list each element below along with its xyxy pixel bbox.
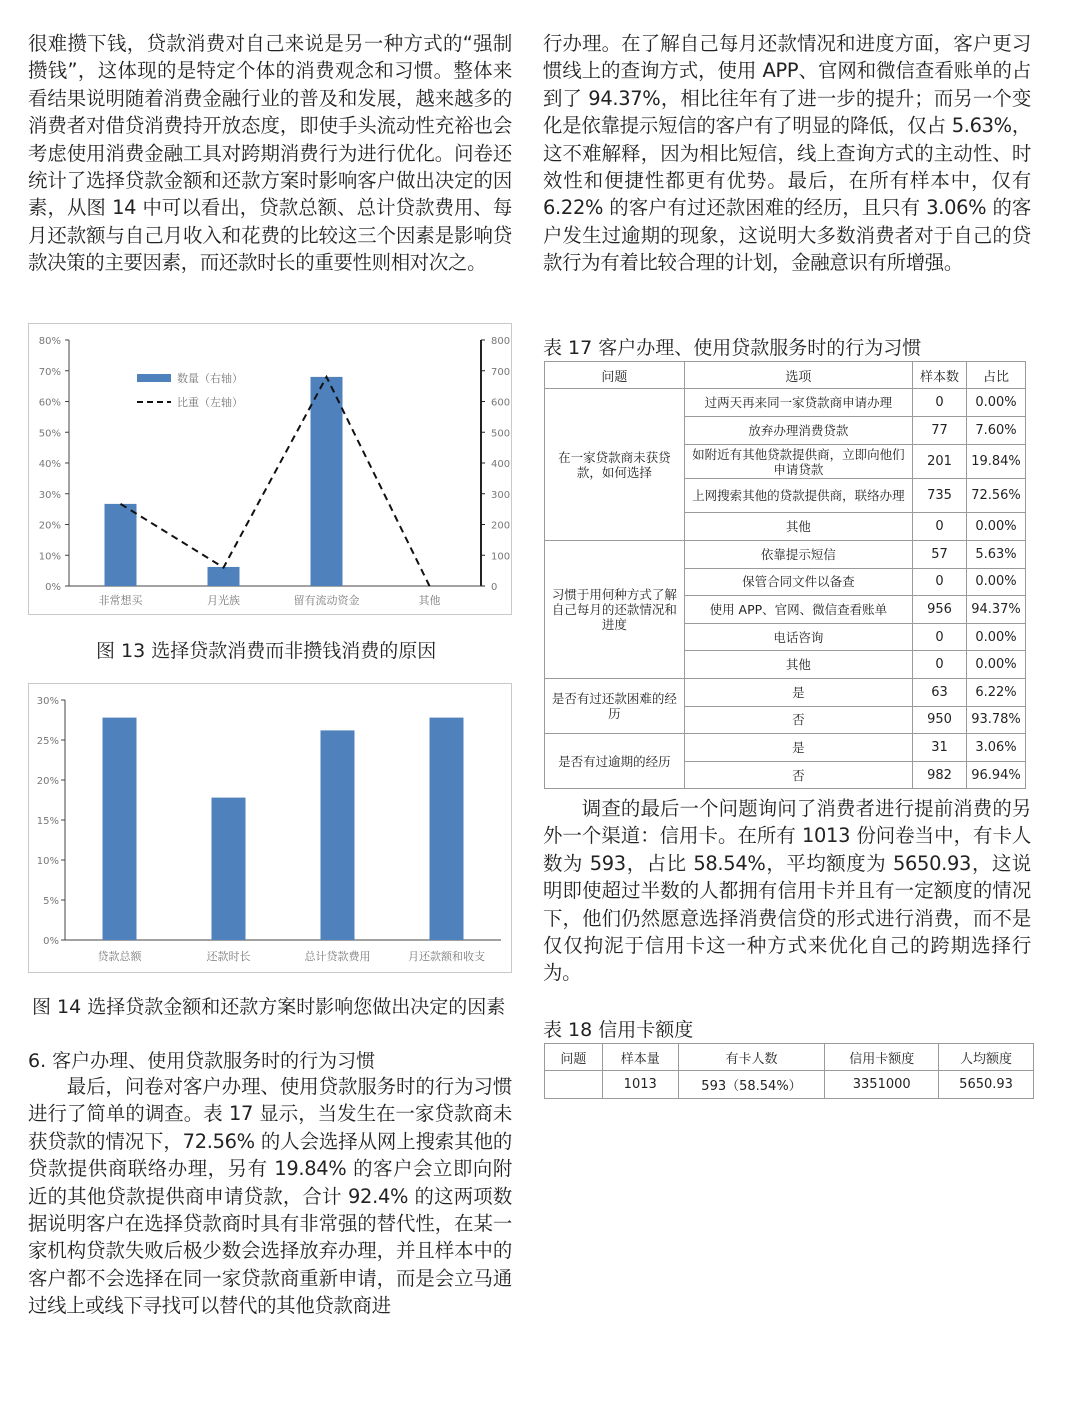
right-tick-label: 100 [491,551,511,563]
option-cell: 否 [684,761,912,789]
figure14-caption: 图 14 选择贷款金额和还款方案时影响您做出决定的因素 [32,996,506,1018]
figure13-caption: 图 13 选择贷款消费而非攒钱消费的原因 [96,640,437,662]
question-cell: 是否有过逾期的经历 [545,734,685,789]
category-label: 还款时长 [206,950,251,963]
option-cell: 如附近有其他贷款提供商，立即向他们申请贷款 [684,445,912,479]
count-cell: 31 [913,734,967,762]
y-tick-label: 5% [43,896,59,907]
pct-cell: 7.60% [967,417,1026,445]
category-label: 月还款额和收支 [408,950,485,963]
category-label: 留有流动资金 [293,594,360,607]
y-tick-label: 0% [43,936,59,947]
table-cell: 1013 [602,1071,678,1099]
count-cell: 77 [913,417,967,445]
option-cell: 是 [684,678,912,706]
y-tick-label: 20% [36,776,59,787]
right-tick-label: 500 [491,428,511,440]
option-cell: 依靠提示短信 [684,541,912,569]
right-tick-label: 700 [491,366,511,378]
table17-caption: 表 17 客户办理、使用贷款服务时的行为习惯 [543,337,922,359]
left-tick-label: 30% [38,489,61,501]
option-cell: 使用 APP、官网、微信查看账单 [684,596,912,624]
table-header-cell: 信用卡额度 [825,1044,939,1071]
table-header-cell: 问题 [545,362,685,389]
pct-cell: 72.56% [967,479,1026,513]
right-tick-label: 200 [491,520,511,532]
count-cell: 0 [913,389,967,417]
category-label: 总计贷款费用 [304,950,371,963]
option-cell: 其他 [684,513,912,541]
left-tick-label: 70% [38,366,61,378]
right-tick-label: 400 [491,459,511,470]
count-cell: 201 [913,445,967,479]
left-tick-label: 60% [38,397,61,409]
table18-caption: 表 18 信用卡额度 [543,1019,694,1041]
pct-cell: 3.06% [967,734,1026,762]
bar [321,730,355,940]
pct-cell: 0.00% [967,389,1026,417]
left-tick-label: 50% [38,428,61,440]
table-header-cell: 人均额度 [939,1044,1034,1071]
bar [212,798,246,940]
ratio-line-series [121,377,430,586]
table-header-cell: 占比 [967,362,1026,389]
count-cell: 956 [913,596,967,624]
option-cell: 放弃办理消费贷款 [684,417,912,445]
right-tick-label: 300 [491,489,511,501]
right-tick-label: 600 [491,397,511,409]
bar [208,567,240,586]
table-cell: 5650.93 [939,1071,1034,1099]
section6-paragraph: 最后，问卷对客户办理、使用贷款服务时的行为习惯进行了简单的调查。表 17 显示，当发生在一家贷款商未获贷款的情况下，72.56% 的人会选择从网上搜索其他的贷款提供商联络办理，另有 19.84% 的客户会立即向附近的其他贷款提供商申请贷款，合计 92.4% 的这两项数据说明客户在选择贷款商时具有非常强的替代性，在某一家机构贷款失败后极少数会选择放弃办理，并且样本中的客户都不会选择在同一家贷款商重新申请，而是会立马通过线上或线下寻找可以替代的其他贷款商进 [28,1075,512,1318]
option-cell: 是 [684,734,912,762]
legend-label: 数量（右轴） [177,372,243,385]
bar [105,504,137,586]
right-tick-label: 800 [491,336,511,347]
pct-cell: 19.84% [967,445,1026,479]
option-cell: 否 [684,706,912,734]
figure13-chart [28,323,512,615]
table-cell: 3351000 [825,1071,939,1099]
bar [430,718,464,940]
category-label: 其他 [418,594,441,607]
right-paragraph-1: 行办理。在了解自己每月还款情况和进度方面，客户更习惯线上的查询方式，使用 APP、官网和微信查看账单的占到了 94.37%，相比往年有了进一步的提升；而另一个变化是依靠提示短信的客户有了明显的降低，仅占 5.63%，这不难解释，因为相比短信，线上查询方式的主动性、时效性和便捷性都更有优势。最后，在所有样本中，仅有 6.22% 的客户有过还款困难的经历，且只有 3.06% 的客户发生过逾期的现象，这说明大多数消费者对于自己的贷款行为有着比较合理的计划，金融意识有所增强。 [543,32,1031,275]
option-cell: 保管合同文件以备查 [684,568,912,596]
y-tick-label: 30% [36,696,59,707]
table17 [544,361,1026,789]
count-cell: 0 [913,568,967,596]
left-tick-label: 20% [38,520,61,532]
left-tick-label: 40% [38,459,61,470]
count-cell: 0 [913,513,967,541]
y-tick-label: 25% [36,736,59,747]
legend-bar-swatch [137,374,171,382]
y-tick-label: 10% [36,856,59,867]
category-label: 月光族 [207,594,240,607]
pct-cell: 0.00% [967,513,1026,541]
left-tick-label: 0% [45,582,61,593]
pct-cell: 0.00% [967,651,1026,679]
question-cell: 是否有过还款困难的经历 [545,678,685,733]
y-tick-label: 15% [36,816,59,827]
bar [311,377,343,586]
table-row [545,541,1026,569]
question-cell: 在一家贷款商未获贷款，如何选择 [545,389,685,541]
pct-cell: 96.94% [967,761,1026,789]
pct-cell: 93.78% [967,706,1026,734]
option-cell: 电话咨询 [684,623,912,651]
category-label: 贷款总额 [97,950,142,963]
table18-header-row [545,1044,1034,1071]
count-cell: 0 [913,651,967,679]
option-cell: 上网搜索其他的贷款提供商，联络办理 [684,479,912,513]
option-cell: 其他 [684,651,912,679]
left-paragraph-1: 很难攒下钱，贷款消费对自己来说是另一种方式的“强制攒钱”，这体现的是特定个体的消费观念和习惯。整体来看结果说明随着消费金融行业的普及和发展，越来越多的消费者对借贷消费持开放态度，即使手头流动性充裕也会考虑使用消费金融工具对跨期消费行为进行优化。问卷还统计了选择贷款金额和还款方案时影响客户做出决定的因素，从图 14 中可以看出，贷款总额、总计贷款费用、每月还款额与自己月收入和花费的比较这三个因素是影响贷款决策的主要因素，而还款时长的重要性则相对次之。 [28,32,512,275]
pct-cell: 5.63% [967,541,1026,569]
table-header-cell: 有卡人数 [678,1044,825,1071]
figure14-chart [28,683,512,973]
count-cell: 735 [913,479,967,513]
count-cell: 950 [913,706,967,734]
option-cell: 过两天再来同一家贷款商申请办理 [684,389,912,417]
pct-cell: 0.00% [967,623,1026,651]
pct-cell: 6.22% [967,678,1026,706]
bar [103,718,137,940]
pct-cell: 94.37% [967,596,1026,624]
left-tick-label: 10% [38,551,61,563]
table-header-cell: 选项 [684,362,912,389]
table17-header-row [545,362,1026,389]
legend-label: 比重（左轴） [177,396,243,409]
table-header-cell: 样本量 [602,1044,678,1071]
question-cell: 习惯于用何种方式了解自己每月的还款情况和进度 [545,541,685,679]
table-row [545,734,1026,762]
section6-heading: 6. 客户办理、使用贷款服务时的行为习惯 [28,1050,376,1072]
pct-cell: 0.00% [967,568,1026,596]
table-row [545,1071,1034,1099]
table-row [545,678,1026,706]
right-paragraph-2: 调查的最后一个问题询问了消费者进行提前消费的另外一个渠道：信用卡。在所有 1013 份问卷当中，有卡人数为 593，占比 58.54%，平均额度为 5650.93，这说明即使超过半数的人都拥有信用卡并且有一定额度的情况下，他们仍然愿意选择消费信贷的形式进行消费，而不是仅仅拘泥于信用卡这一种方式来优化自己的跨期选择行为。 [543,797,1031,985]
count-cell: 0 [913,623,967,651]
table18 [544,1043,1034,1099]
category-label: 非常想买 [98,594,143,607]
table-header-cell: 问题 [545,1044,603,1071]
right-tick-label: 0 [491,582,498,593]
table-header-cell: 样本数 [913,362,967,389]
count-cell: 982 [913,761,967,789]
table-cell [545,1071,603,1099]
table-row [545,389,1026,417]
count-cell: 63 [913,678,967,706]
left-tick-label: 80% [38,336,61,347]
count-cell: 57 [913,541,967,569]
table-cell: 593（58.54%） [678,1071,825,1099]
